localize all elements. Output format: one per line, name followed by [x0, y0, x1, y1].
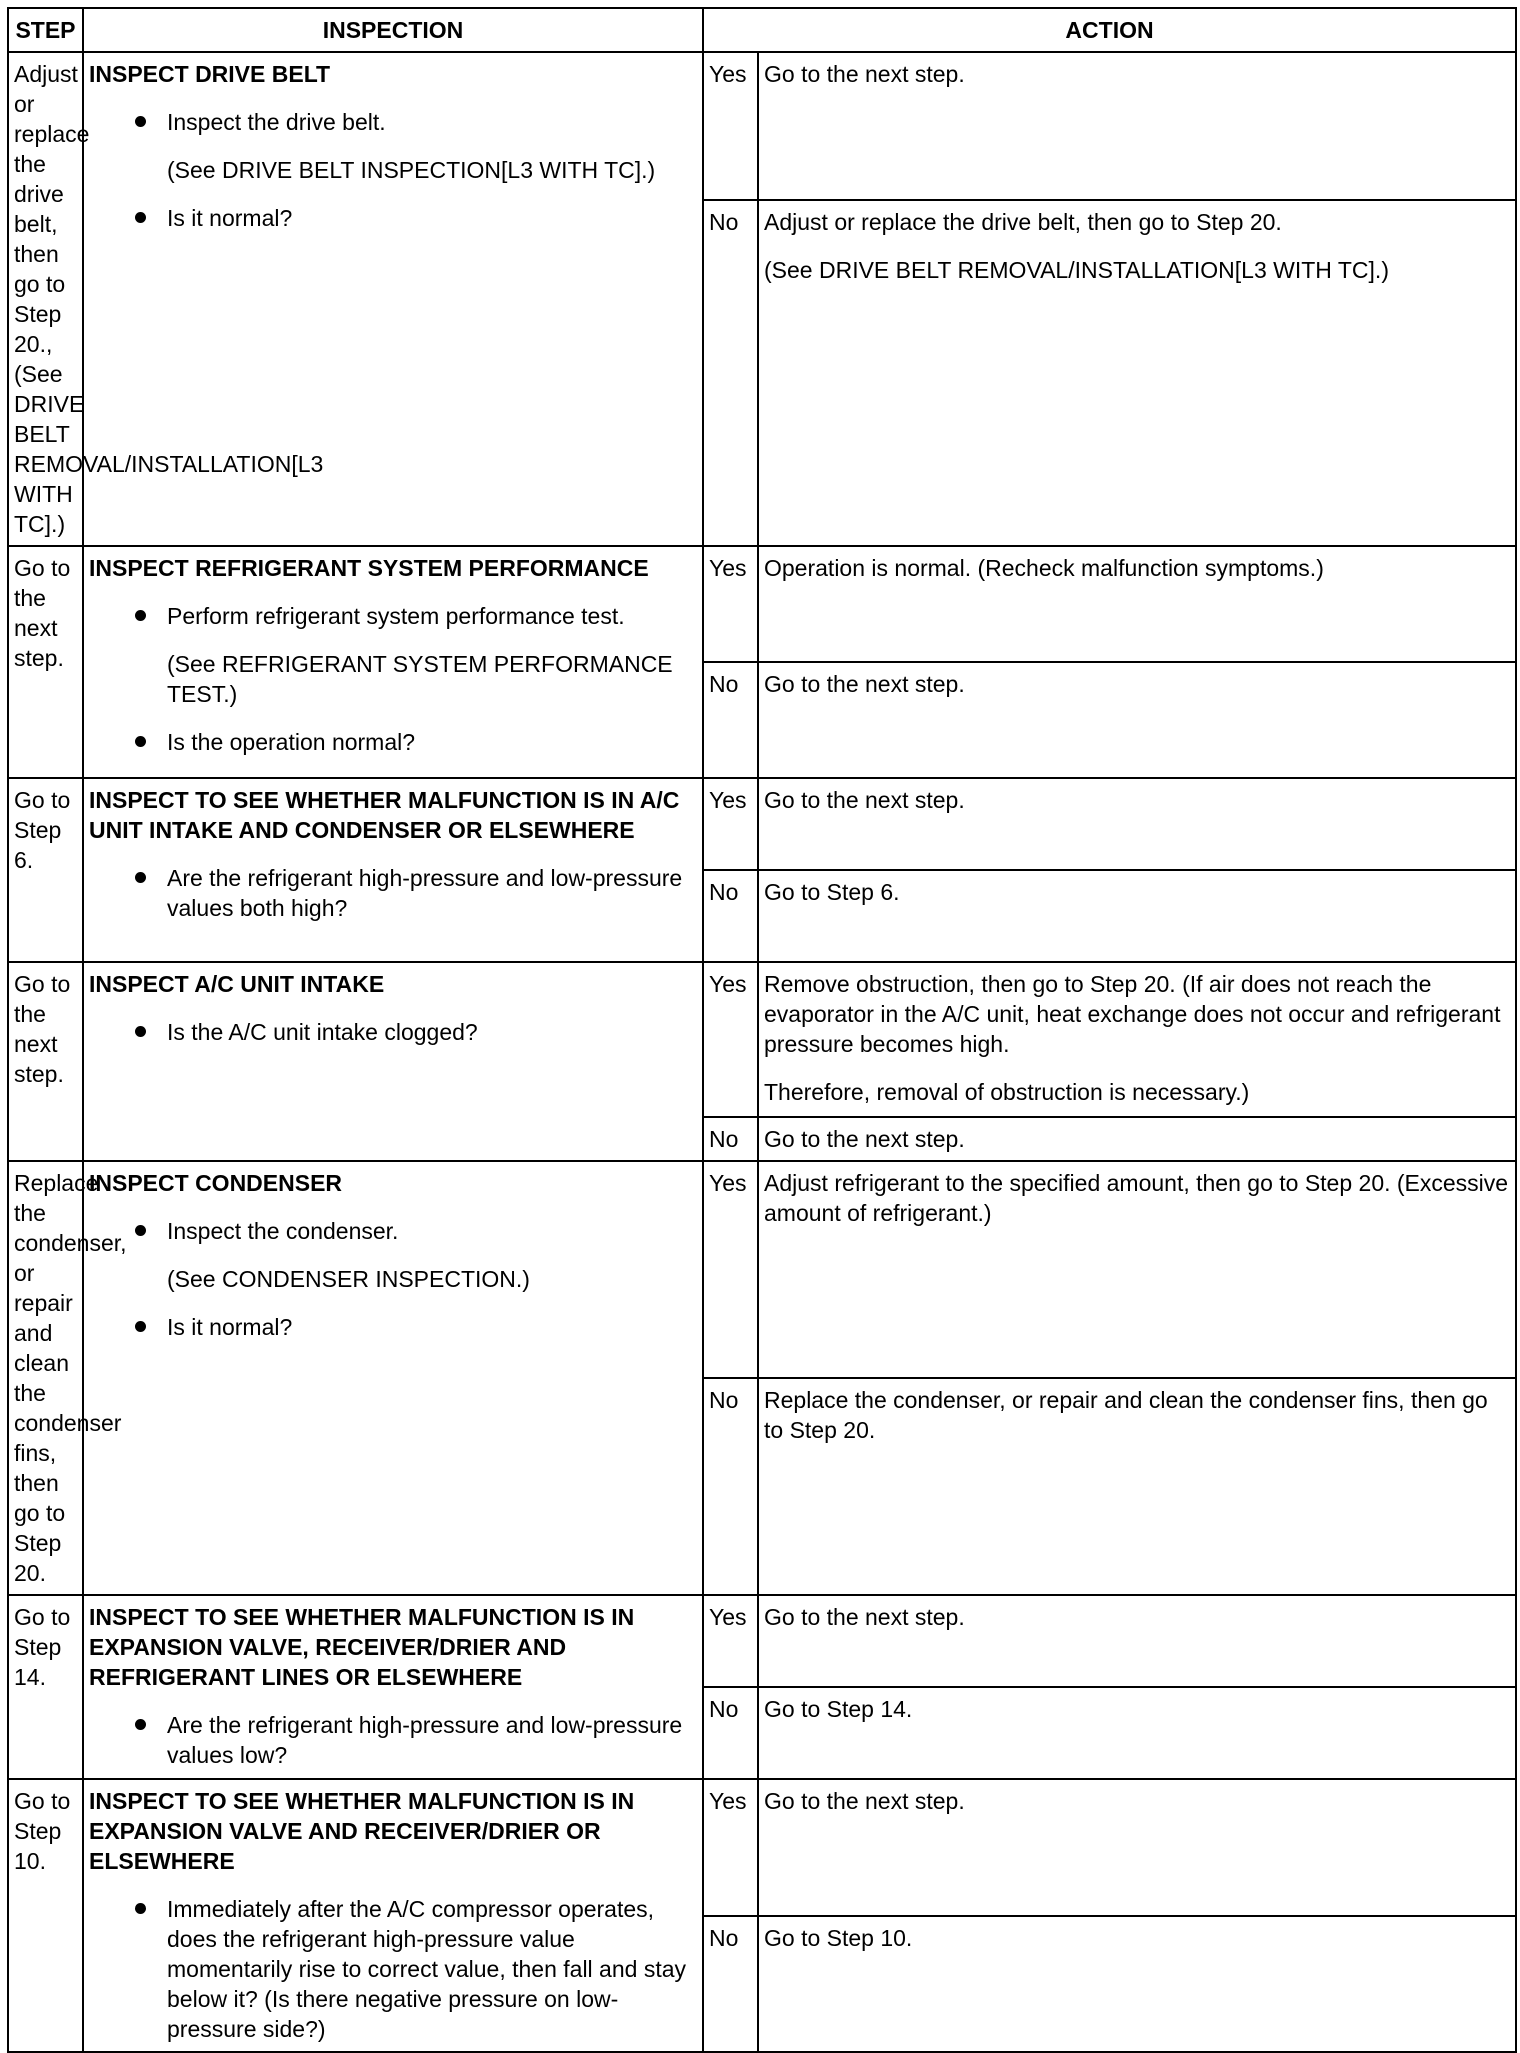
reference-text: (See REFRIGERANT SYSTEM PERFORMANCE TEST.)	[167, 651, 673, 707]
action-text: Go to the next step.	[764, 1604, 965, 1630]
bullet-icon	[135, 872, 146, 883]
step-row-yes	[8, 546, 1516, 662]
inspection-bullet	[89, 1894, 697, 2044]
action-text: Operation is normal. (Recheck malfunction symptoms.)	[764, 555, 1324, 581]
no-action	[758, 870, 1516, 962]
step-number: Adjust or replace the drive belt, then go to Step 20.,(See DRIVE BELT REMOVAL/INSTALLATION[L3 WITH TC].)	[8, 52, 83, 546]
bullet-text: Is it normal?	[167, 1314, 293, 1340]
inspection-column-header: INSPECTION	[83, 8, 703, 52]
inspection-bullet	[89, 601, 697, 631]
inspection-title: INSPECT DRIVE BELT	[89, 61, 331, 87]
no-action	[758, 200, 1516, 546]
action-text: Go to the next step.	[764, 1788, 965, 1814]
inspection-cell	[83, 778, 703, 962]
inspection-title: INSPECT CONDENSER	[89, 1170, 343, 1196]
reference-text: (See DRIVE BELT INSPECTION[L3 WITH TC].)	[167, 157, 656, 183]
yes-action	[758, 546, 1516, 662]
no-label: No	[703, 1378, 758, 1595]
action-text: Go to Step 6.	[764, 879, 900, 905]
step-row-yes	[8, 778, 1516, 870]
no-label: No	[703, 662, 758, 778]
bullet-text: Perform refrigerant system performance test.	[167, 603, 625, 629]
yes-label: Yes	[703, 1161, 758, 1378]
step-column-header: STEP	[8, 8, 83, 52]
action-text: Go to Step 14.	[764, 1696, 913, 1722]
inspection-title: INSPECT TO SEE WHETHER MALFUNCTION IS IN EXPANSION VALVE AND RECEIVER/DRIER OR ELSEWHERE	[89, 1788, 635, 1874]
bullet-text: Is the A/C unit intake clogged?	[167, 1019, 478, 1045]
action-column-header: ACTION	[703, 8, 1516, 52]
inspection-bullet	[89, 1710, 697, 1770]
action-text: Go to the next step.	[764, 671, 965, 697]
yes-label: Yes	[703, 778, 758, 870]
yes-label: Yes	[703, 52, 758, 200]
no-label: No	[703, 1687, 758, 1779]
action-text: Go to Step 10.	[764, 1925, 913, 1951]
inspection-bullet	[89, 1017, 697, 1047]
action-text: Therefore, removal of obstruction is necessary.)	[764, 1079, 1250, 1105]
inspection-cell	[83, 1779, 703, 2052]
yes-label: Yes	[703, 546, 758, 662]
no-action	[758, 1378, 1516, 1595]
yes-action	[758, 52, 1516, 200]
step-row-yes	[8, 1779, 1516, 1916]
bullet-icon	[135, 212, 146, 223]
no-action	[758, 1916, 1516, 2052]
step-number: Go to the next step.	[8, 962, 83, 1161]
action-text: (See DRIVE BELT REMOVAL/INSTALLATION[L3 WITH TC].)	[764, 257, 1389, 284]
yes-action	[758, 962, 1516, 1117]
inspection-bullet	[89, 107, 697, 137]
bullet-icon	[135, 1903, 146, 1914]
no-label: No	[703, 870, 758, 962]
no-label: No	[703, 200, 758, 546]
action-text: Go to the next step.	[764, 1126, 965, 1152]
step-number: Go to the next step.	[8, 546, 83, 778]
step-number: Go to Step 10.	[8, 1779, 83, 2052]
header-row	[8, 8, 1516, 52]
bullet-icon	[135, 1225, 146, 1236]
bullet-icon	[135, 1026, 146, 1037]
procedure-steps	[8, 52, 1516, 2052]
no-label: No	[703, 1117, 758, 1161]
action-text: Remove obstruction, then go to Step 20. (If air does not reach the evaporator in the A/C unit, heat exchange does not occur and refrigerant pressure becomes high.	[764, 971, 1501, 1057]
step-number: Go to Step 14.	[8, 1595, 83, 1779]
step-row-yes	[8, 962, 1516, 1117]
no-action	[758, 1117, 1516, 1161]
inspection-cell	[83, 962, 703, 1161]
inspection-title: INSPECT A/C UNIT INTAKE	[89, 971, 385, 997]
step-row-yes	[8, 52, 1516, 200]
inspection-title: INSPECT REFRIGERANT SYSTEM PERFORMANCE	[89, 555, 649, 581]
reference-text: (See CONDENSER INSPECTION.)	[167, 1266, 530, 1292]
yes-action	[758, 1161, 1516, 1378]
inspection-cell	[83, 1161, 703, 1595]
yes-action	[758, 778, 1516, 870]
diagnostic-procedure-table	[7, 7, 1517, 2053]
inspection-cell	[83, 1595, 703, 1779]
inspection-bullet	[89, 203, 697, 233]
bullet-text: Are the refrigerant high-pressure and low-pressure values both high?	[167, 865, 683, 921]
step-number: Replace the condenser, or repair and clean the condenser fins, then go to Step 20.	[8, 1161, 83, 1595]
no-action	[758, 662, 1516, 778]
action-text: Adjust refrigerant to the specified amount, then go to Step 20. (Excessive amount of refrigerant.)	[764, 1170, 1509, 1226]
yes-label: Yes	[703, 962, 758, 1117]
action-text: Go to the next step.	[764, 787, 965, 813]
bullet-text: Immediately after the A/C compressor operates, does the refrigerant high-pressure value momentarily rise to correct value, then fall and stay below it? (Is there negative pressure on low-pressure side?)	[167, 1896, 687, 2042]
no-action	[758, 1687, 1516, 1779]
yes-action	[758, 1779, 1516, 1916]
step-row-yes	[8, 1595, 1516, 1687]
action-text: Replace the condenser, or repair and clean the condenser fins, then go to Step 20.	[764, 1387, 1488, 1443]
bullet-text: Inspect the condenser.	[167, 1218, 399, 1244]
bullet-icon	[135, 736, 146, 747]
inspection-title: INSPECT TO SEE WHETHER MALFUNCTION IS IN A/C UNIT INTAKE AND CONDENSER OR ELSEWHERE	[89, 787, 680, 843]
action-text: Adjust or replace the drive belt, then go to Step 20.	[764, 209, 1282, 236]
inspection-bullet	[89, 727, 697, 757]
action-text: Go to the next step.	[764, 61, 965, 87]
inspection-bullet	[89, 1312, 697, 1342]
step-number: Go to Step 6.	[8, 778, 83, 962]
yes-label: Yes	[703, 1779, 758, 1916]
bullet-text: Is the operation normal?	[167, 729, 416, 755]
inspection-bullet	[89, 863, 697, 923]
yes-label: Yes	[703, 1595, 758, 1687]
bullet-text: Inspect the drive belt.	[167, 109, 386, 135]
bullet-text: Is it normal?	[167, 205, 293, 231]
inspection-title: INSPECT TO SEE WHETHER MALFUNCTION IS IN EXPANSION VALVE, RECEIVER/DRIER AND REFRIGERANT LINES OR ELSEWHERE	[89, 1604, 635, 1690]
bullet-text: Are the refrigerant high-pressure and low-pressure values low?	[167, 1712, 683, 1768]
bullet-icon	[135, 1321, 146, 1332]
inspection-cell	[83, 546, 703, 778]
bullet-icon	[135, 1719, 146, 1730]
troubleshooting-page	[7, 7, 1515, 2053]
bullet-icon	[135, 610, 146, 621]
yes-action	[758, 1595, 1516, 1687]
no-label: No	[703, 1916, 758, 2052]
inspection-bullet	[89, 1216, 697, 1246]
bullet-icon	[135, 116, 146, 127]
step-row-yes	[8, 1161, 1516, 1378]
